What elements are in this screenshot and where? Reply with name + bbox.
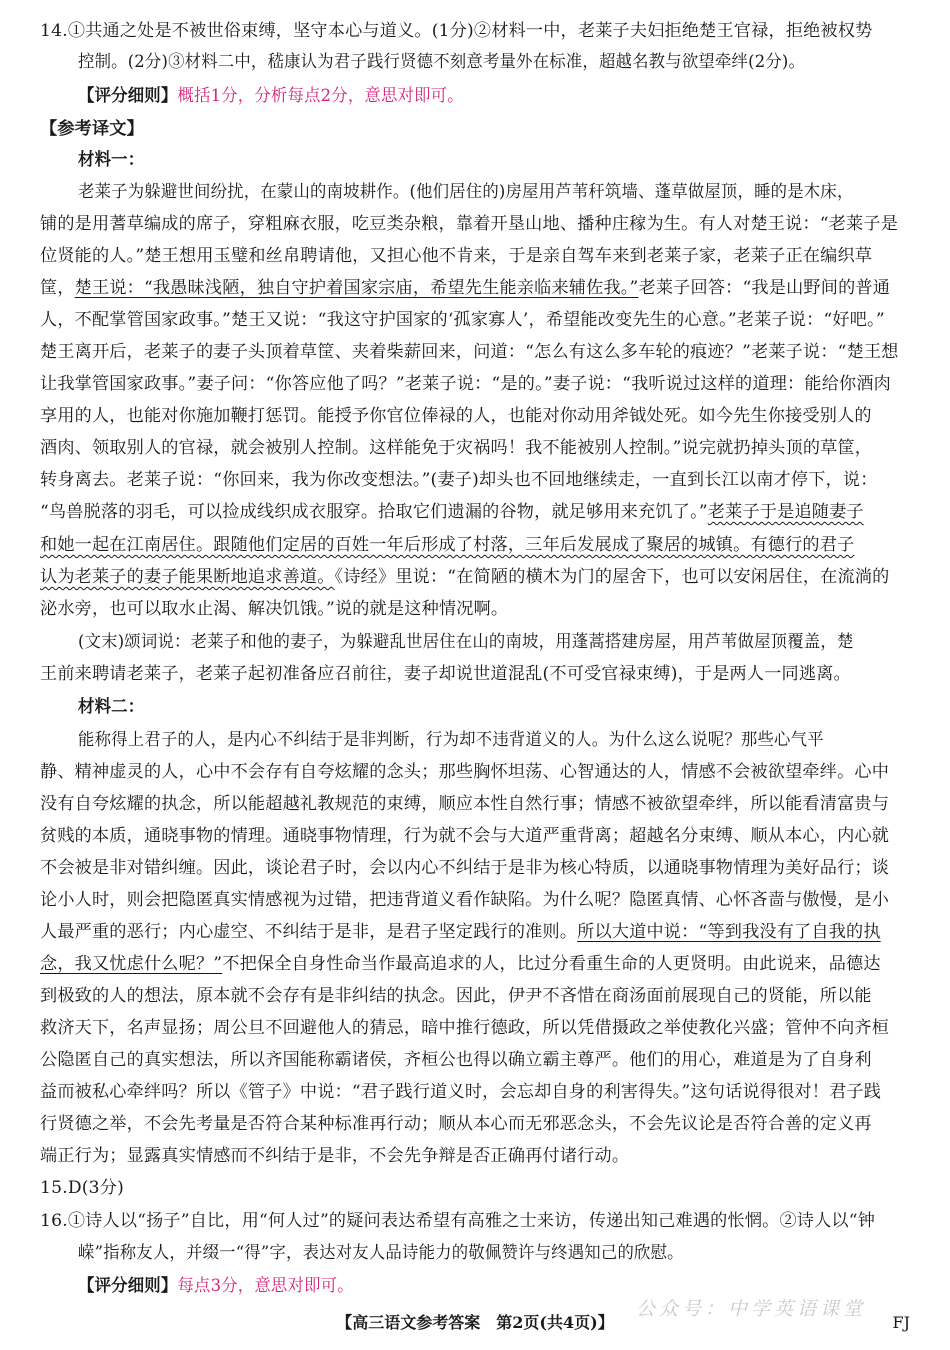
m2-line-5: 不会被是非对错纠缠。因此，谈论君子时，会以内心不纠结于是非为核心特质，以通晓事物情理为美好品行；谈 <box>40 858 890 878</box>
footer-region-code: FJ <box>892 1313 910 1332</box>
m2-line-14: 端正行为；显露真实情感而不纠结于是非，不会先争辩是否正确再付诸行动。 <box>40 1146 630 1166</box>
material-2-title: 材料二： <box>78 697 145 717</box>
m2-underlined-quote-1: 所以大道中说：“等到我没有了自我的执 <box>577 922 881 942</box>
q15-answer: 15.D(3分) <box>40 1178 124 1198</box>
m1-line-16: 王前来聘请老莱子，老莱子起初准备应召前往，妻子却说世道混乱(不可受官禄束缚)，于是两人一同逃离。 <box>40 664 851 684</box>
q16-rubric-label: 【评分细则】 <box>78 1276 178 1296</box>
m1-line-7: 让我掌管国家政事。”妻子问：“你答应他了吗？”老莱子说：“是的。”妻子说：“我听说过这样的道理：能给你酒肉 <box>40 374 892 394</box>
translation-heading: 【参考译文】 <box>40 119 144 139</box>
m1-line-10: 转身离去。老莱子说：“你回来，我为你改变想法。”(妻子)却头也不回地继续走，一直到长江以南才停下，说： <box>40 470 878 490</box>
m2-line-11: 公隐匿自己的真实想法，所以齐国能称霸诸侯，齐桓公也得以确立霸主尊严。他们的用心，难道是为了自身利 <box>40 1050 872 1070</box>
m1-line-5: 人，不配掌管国家政事。”楚王又说：“我这守护国家的‘孤家寡人’，希望能改变先生的心意。”老莱子说：“好吧。” <box>40 310 885 330</box>
m1-line-8: 享用的人，也能对你施加鞭打惩罚。能授予你官位俸禄的人，也能对你动用斧钺处死。如今先生你接受别人的 <box>40 406 872 426</box>
q14-answer-line-1: 14.①共通之处是不被世俗束缚，坚守本心与道义。(1分)②材料一中，老莱子夫妇拒绝楚王官禄，拒绝被权势 <box>40 21 873 41</box>
m1-line-9: 酒肉、领取别人的官禄，就会被别人控制。这样能免于灾祸吗！我不能被别人控制。”说完就扔掉头顶的草筐， <box>40 438 873 458</box>
m2-line-10: 救济天下，名声显扬；周公旦不回避他人的猜忌，暗中推行德政，所以凭借摄政之举使教化兴盛；管仲不向齐桓 <box>40 1018 890 1038</box>
m2-line-13: 行贤德之举，不会先考量是否符合某种标准再行动；顺从本心而无邪恶念头，不会先议论是否符合善的定义再 <box>40 1114 872 1134</box>
m1-line-1: 老莱子为躲避世间纷扰，在蒙山的南坡耕作。(他们居住的)房屋用芦苇秆筑墙、蓬草做屋顶，睡的是木床， <box>78 182 854 202</box>
q16-rubric-text: 每点3分，意思对即可。 <box>177 1276 354 1296</box>
q16-answer-line-2: 嵘”指称友人，并缀一“得”字，表达对友人品诗能力的敬佩赞许与终遇知己的欣慰。 <box>78 1243 684 1263</box>
m2-line-1: 能称得上君子的人，是内心不纠结于是非判断，行为却不违背道义的人。为什么这么说呢？那些心气平 <box>78 730 824 750</box>
m1-line-4: 筐，楚王说：“我愚昧浅陋，独自守护着国家宗庙，希望先生能亲临来辅佐我。”老莱子回答：“我是山野间的普通 <box>40 278 891 298</box>
m2-line-12: 益而被私心牵绊吗？所以《管子》中说：“君子践行道义时，会忘却自身的利害得失。”这句话说得很对！君子践 <box>40 1082 882 1102</box>
m2-line-4: 贫贱的本质，通晓事物的情理。通晓事物情理，行为就不会与大道严重背离；超越名分束缚、顺从本心，内心就 <box>40 826 890 846</box>
m1-wavy-segment-1: 老莱子于是追随妻子 <box>707 502 864 522</box>
m2-underlined-quote-2: 念，我又忧虑什么呢？” <box>40 954 223 974</box>
m1-line-12 <box>40 530 912 560</box>
q14-rubric-label: 【评分细则】 <box>78 86 178 106</box>
m1-line-15: (文末)颂词说：老莱子和他的妻子，为躲避乱世居住在山的南坡，用蓬蒿搭建房屋，用芦苇做屋顶覆盖，楚 <box>78 632 854 652</box>
q14-rubric <box>78 81 912 111</box>
m1-line-11: “鸟兽脱落的羽毛，可以捡成线织成衣服穿。拾取它们遗漏的谷物，就足够用来充饥了。”老莱子于是追随妻子 <box>40 502 864 522</box>
watermark: 公众号：中学英语课堂 <box>636 1298 867 1320</box>
m2-line-9: 到极致的人的想法，原本就不会存有是非纠结的执念。因此，伊尹不吝惜在商汤面前展现自己的贤能，所以能 <box>40 986 872 1006</box>
m1-underlined-quote: 楚王说：“我愚昧浅陋，独自守护着国家宗庙，希望先生能亲临来辅佐我。” <box>74 278 639 298</box>
q14-answer-line-2: 控制。(2分)③材料二中，嵇康认为君子践行贤德不刻意考量外在标准，超越名教与欲望牵绊(2分)。 <box>78 52 806 72</box>
m2-line-8: 念，我又忧虑什么呢？”不把保全自身性命当作最高追求的人，比过分看重生命的人更贤明。由此说来，品德达 <box>40 954 881 974</box>
m1-wavy-segment-3: 认为老莱子的妻子能果断地追求善道。 <box>40 567 335 587</box>
q14-rubric-text: 概括1分，分析每点2分，意思对即可。 <box>177 86 464 106</box>
m2-line-3: 没有自夸炫耀的执念，所以能超越礼教规范的束缚，顺应本性自然行事；情感不被欲望牵绊，所以能看清富贵与 <box>40 794 890 814</box>
page-footer: 【高三语文参考答案 第2页(共4页)】 <box>336 1313 614 1332</box>
m1-line-3: 位贤能的人。”楚王想用玉璧和丝帛聘请他，又担心他不肯来，于是亲自驾车来到老莱子家，老莱子正在编织草 <box>40 246 873 266</box>
m1-line-2: 铺的是用蓍草编成的席子，穿粗麻衣服，吃豆类杂粮，靠着开垦山地、播种庄稼为生。有人对楚王说：“老莱子是 <box>40 214 899 234</box>
q16-answer-line-1: 16.①诗人以“扬子”自比，用“何人过”的疑问表达希望有高雅之士来访，传递出知己难遇的怅惘。②诗人以“钟 <box>40 1211 876 1231</box>
m1-line-14: 泌水旁，也可以取水止渴、解决饥饿。”说的就是这种情况啊。 <box>40 599 509 619</box>
m2-line-2: 静、精神虚灵的人，心中不会存有自夸炫耀的念头；那些胸怀坦荡、心智通达的人，情感不会被欲望牵绊。心中 <box>40 762 890 782</box>
material-1-title: 材料一： <box>78 150 145 170</box>
m1-line-6: 楚王离开后，老莱子的妻子头顶着草筐、夹着柴薪回来，问道：“怎么有这么多车轮的痕迹？”老莱子说：“楚王想 <box>40 342 899 362</box>
m1-line-13: 认为老莱子的妻子能果断地追求善道。《诗经》里说：“在简陋的横木为门的屋舍下，也可以安闲居住，在流淌的 <box>40 567 890 587</box>
m1-wavy-segment-2: 和她一起在江南居住。跟随他们定居的百姓一年后形成了村落，三年后发展成了聚居的城镇。有德行的君子 <box>40 535 855 555</box>
m2-line-6: 论小人时，则会把隐匿真实情感视为过错，把违背道义看作缺陷。为什么呢？隐匿真情、心怀吝啬与傲慢，是小 <box>40 890 890 910</box>
m2-line-7: 人最严重的恶行；内心虚空、不纠结于是非，是君子坚定践行的准则。所以大道中说：“等到我没有了自我的执 <box>40 922 881 942</box>
